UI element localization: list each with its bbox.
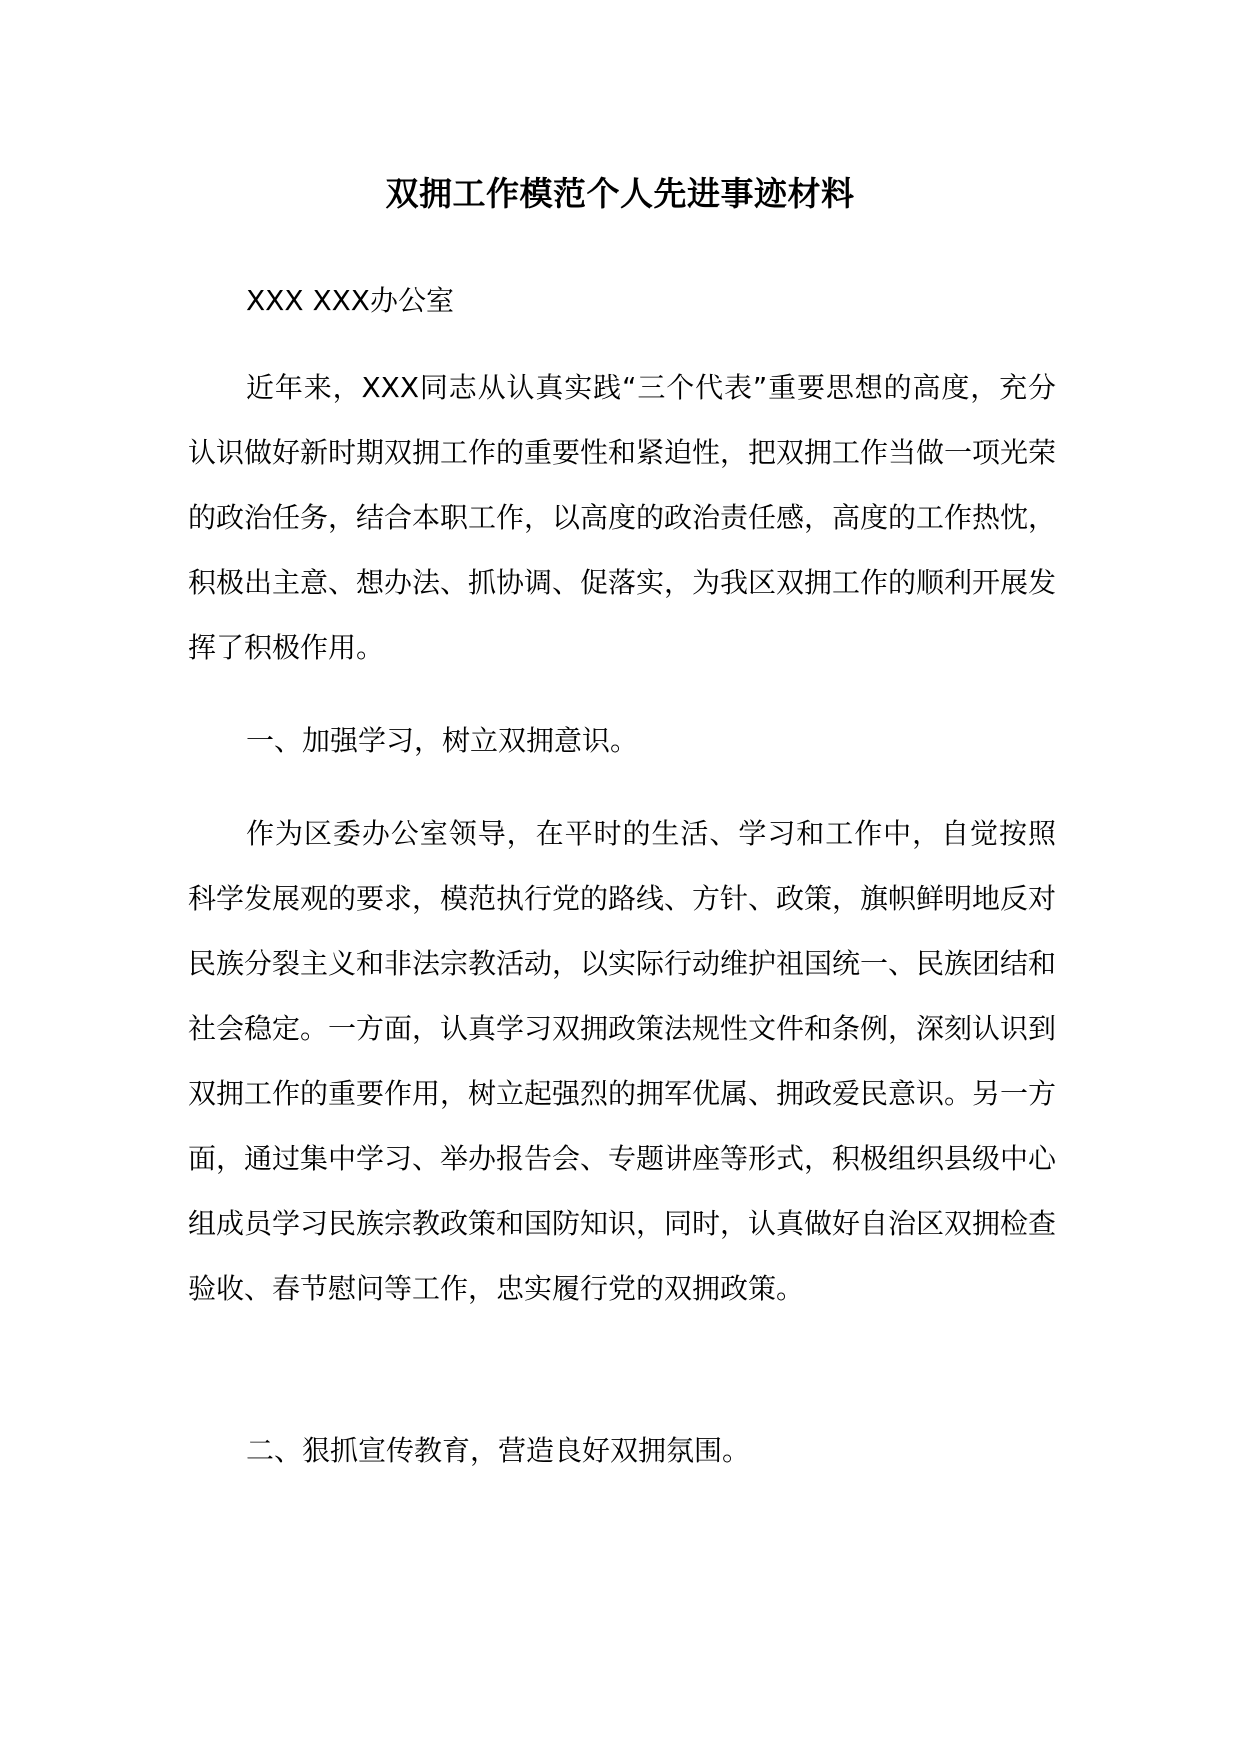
byline: XXX XXX办公室 [246,284,454,317]
section-heading-1: 一、加强学习，树立双拥意识。 [246,724,639,757]
document-title: 双拥工作模范个人先进事迹材料 [385,174,855,213]
paragraph-section-1: 作为区委办公室领导，在平时的生活、学习和工作中，自觉按照科学发展观的要求，模范执行党的路线、方针、政策，旗帜鲜明地反对民族分裂主义和非法宗教活动，以实际行动维护祖国统一、民族团结和社会稳定。一方面，认真学习双拥政策法规性文件和条例，深刻认识到双拥工作的重要作用，树立起强烈的拥军优属、拥政爱民意识。另一方面，通过集中学习、举办报告会、专题讲座等形式，积极组织县级中心组成员学习民族宗教政策和国防知识，同时，认真做好自治区双拥检查验收、春节慰问等工作，忠实履行党的双拥政策。 [188,817,1057,1305]
section-heading-2: 二、狠抓宣传教育，营造良好双拥氛围。 [246,1434,751,1467]
paragraph-intro: 近年来，XXX同志从认真实践“三个代表”重要思想的高度，充分认识做好新时期双拥工作的重要性和紧迫性，把双拥工作当做一项光荣的政治任务，结合本职工作，以高度的政治责任感，高度的工作热忱，积极出主意、想办法、抓协调、促落实，为我区双拥工作的顺利开展发挥了积极作用。 [188,371,1057,664]
